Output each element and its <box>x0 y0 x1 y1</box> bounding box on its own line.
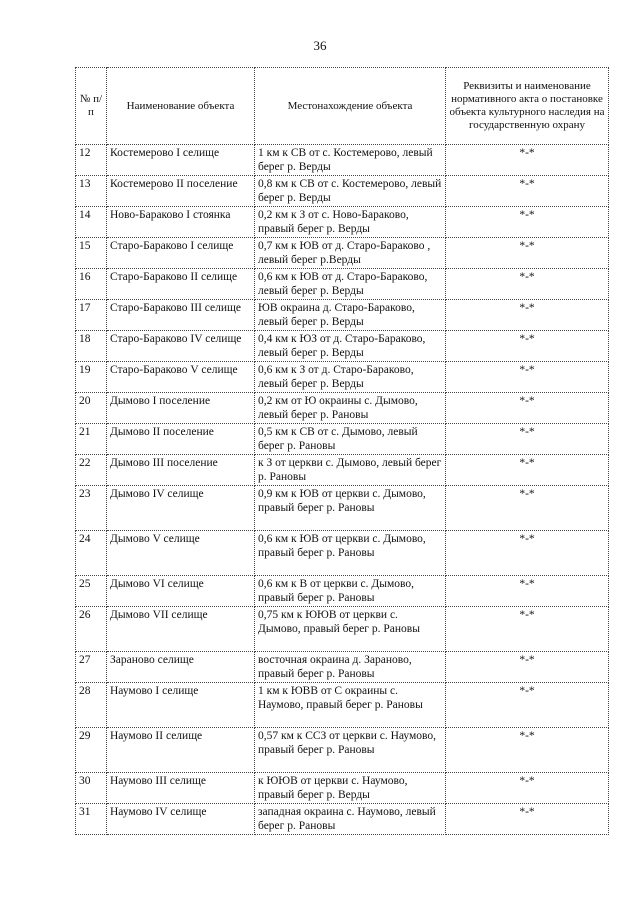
table-row <box>76 269 609 300</box>
row-requisites: *-* <box>446 652 609 683</box>
row-name: Наумово IV селище <box>107 804 255 835</box>
row-name: Зараново селище <box>107 652 255 683</box>
row-location: 0,75 км к ЮЮВ от церкви с. Дымово, правый берег р. Рановы <box>255 607 446 652</box>
heritage-objects-table <box>75 67 609 835</box>
row-num: 17 <box>76 300 107 331</box>
header-requisites: Реквизиты и наименование нормативного акта о постановке объекта культурного наследия на государственную охрану <box>446 68 609 145</box>
table-row <box>76 804 609 835</box>
row-location: 0,6 км к ЮВ от церкви с. Дымово, правый берег р. Рановы <box>255 531 446 576</box>
row-name: Ново-Бараково I стоянка <box>107 207 255 238</box>
row-requisites: *-* <box>446 393 609 424</box>
row-num: 16 <box>76 269 107 300</box>
row-num: 12 <box>76 145 107 176</box>
row-location: 1 км к ЮВВ от С окраины с. Наумово, правый берег р. Рановы <box>255 683 446 728</box>
row-name: Дымово VI селище <box>107 576 255 607</box>
header-name: Наименование объекта <box>107 68 255 145</box>
row-num: 19 <box>76 362 107 393</box>
row-name: Дымово II поселение <box>107 424 255 455</box>
row-num: 13 <box>76 176 107 207</box>
header-num: № п/п <box>76 68 107 145</box>
row-name: Старо-Бараково V селище <box>107 362 255 393</box>
row-name: Наумово I селище <box>107 683 255 728</box>
row-location: 1 км к СВ от с. Костемерово, левый берег р. Верды <box>255 145 446 176</box>
row-name: Наумово III селище <box>107 773 255 804</box>
row-num: 24 <box>76 531 107 576</box>
row-num: 21 <box>76 424 107 455</box>
row-location: к З от церкви с. Дымово, левый берег р. Рановы <box>255 455 446 486</box>
row-num: 23 <box>76 486 107 531</box>
table-row <box>76 455 609 486</box>
row-num: 31 <box>76 804 107 835</box>
table-row <box>76 331 609 362</box>
table-row <box>76 531 609 576</box>
row-requisites: *-* <box>446 238 609 269</box>
table-row <box>76 393 609 424</box>
row-name: Дымово VII селище <box>107 607 255 652</box>
table-row <box>76 176 609 207</box>
row-requisites: *-* <box>446 424 609 455</box>
row-location: 0,57 км к ССЗ от церкви с. Наумово, правый берег р. Рановы <box>255 728 446 773</box>
row-requisites: *-* <box>446 331 609 362</box>
row-name: Дымово V селище <box>107 531 255 576</box>
row-requisites: *-* <box>446 362 609 393</box>
row-name: Дымово IV селище <box>107 486 255 531</box>
row-num: 28 <box>76 683 107 728</box>
row-requisites: *-* <box>446 269 609 300</box>
row-location: 0,2 км от Ю окраины с. Дымово, левый берег р. Рановы <box>255 393 446 424</box>
row-requisites: *-* <box>446 607 609 652</box>
row-name: Старо-Бараково II селище <box>107 269 255 300</box>
table-row <box>76 362 609 393</box>
page-number: 36 <box>313 38 327 53</box>
header-location: Местонахождение объекта <box>255 68 446 145</box>
row-requisites: *-* <box>446 804 609 835</box>
row-name: Старо-Бараково III селище <box>107 300 255 331</box>
row-location: к ЮЮВ от церкви с. Наумово, правый берег р. Верды <box>255 773 446 804</box>
row-num: 29 <box>76 728 107 773</box>
row-num: 20 <box>76 393 107 424</box>
row-location: 0,9 км к ЮВ от церкви с. Дымово, правый берег р. Рановы <box>255 486 446 531</box>
row-requisites: *-* <box>446 300 609 331</box>
row-num: 27 <box>76 652 107 683</box>
row-location: 0,8 км к СВ от с. Костемерово, левый берег р. Верды <box>255 176 446 207</box>
row-requisites: *-* <box>446 455 609 486</box>
table-row <box>76 683 609 728</box>
row-location: 0,7 км к ЮВ от д. Старо-Бараково , левый берег р.Верды <box>255 238 446 269</box>
table-row <box>76 300 609 331</box>
row-requisites: *-* <box>446 207 609 238</box>
row-location: восточная окраина д. Зараново, правый берег р. Рановы <box>255 652 446 683</box>
row-requisites: *-* <box>446 531 609 576</box>
row-num: 22 <box>76 455 107 486</box>
row-requisites: *-* <box>446 145 609 176</box>
row-location: 0,6 км к З от д. Старо-Бараково, левый берег р. Верды <box>255 362 446 393</box>
row-num: 30 <box>76 773 107 804</box>
row-num: 25 <box>76 576 107 607</box>
row-name: Дымово III поселение <box>107 455 255 486</box>
table-row <box>76 238 609 269</box>
row-requisites: *-* <box>446 683 609 728</box>
row-location: западная окраина с. Наумово, левый берег р. Рановы <box>255 804 446 835</box>
row-requisites: *-* <box>446 176 609 207</box>
table-row <box>76 728 609 773</box>
row-location: 0,4 км к ЮЗ от д. Старо-Бараково, левый берег р. Верды <box>255 331 446 362</box>
table-row <box>76 607 609 652</box>
row-requisites: *-* <box>446 728 609 773</box>
row-num: 14 <box>76 207 107 238</box>
table-row <box>76 424 609 455</box>
table-row <box>76 486 609 531</box>
row-name: Наумово II селище <box>107 728 255 773</box>
table-row <box>76 652 609 683</box>
row-name: Старо-Бараково I селище <box>107 238 255 269</box>
row-num: 26 <box>76 607 107 652</box>
row-requisites: *-* <box>446 576 609 607</box>
row-num: 15 <box>76 238 107 269</box>
row-location: 0,5 км к СВ от с. Дымово, левый берег р. Рановы <box>255 424 446 455</box>
row-location: ЮВ окраина д. Старо-Бараково, левый берег р. Верды <box>255 300 446 331</box>
row-name: Дымово I поселение <box>107 393 255 424</box>
table-row <box>76 145 609 176</box>
table-header-row <box>76 68 609 145</box>
row-name: Старо-Бараково IV селище <box>107 331 255 362</box>
row-location: 0,2 км к З от с. Ново-Бараково, правый берег р. Верды <box>255 207 446 238</box>
row-name: Костемерово II поселение <box>107 176 255 207</box>
row-location: 0,6 км к В от церкви с. Дымово, правый берег р. Рановы <box>255 576 446 607</box>
row-requisites: *-* <box>446 486 609 531</box>
row-num: 18 <box>76 331 107 362</box>
row-location: 0,6 км к ЮВ от д. Старо-Бараково, левый берег р. Верды <box>255 269 446 300</box>
table-row <box>76 773 609 804</box>
table-row <box>76 207 609 238</box>
row-name: Костемерово I селище <box>107 145 255 176</box>
row-requisites: *-* <box>446 773 609 804</box>
table-row <box>76 576 609 607</box>
